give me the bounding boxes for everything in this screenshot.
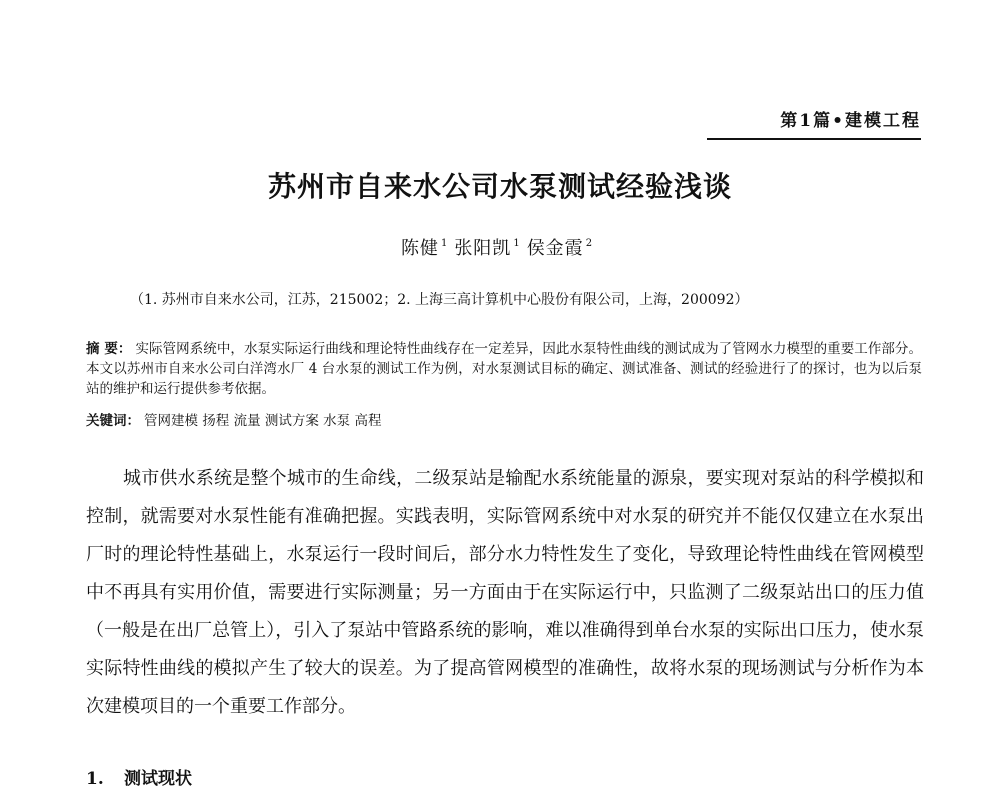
author-name: 张阳凯 [454,238,512,259]
author-affil-mark: 1 [440,238,449,249]
section-number: 1. [86,769,104,789]
abstract-text: 实际管网系统中，水泵实际运行曲线和理论特性曲线存在一定差异，因此水泵特性曲线的测试成为了管网水力模型的重要工作部分。本文以苏州市自来水公司白洋湾水厂 4 台水泵的测试工作为例，对水泵测试目标的确定、测试准备、测试的经验进行了的探讨，也为以后泵站的维护和运行提供参考依据。 [86,341,922,397]
keywords-text: 管网建模 扬程 流量 测试方案 水泵 高程 [144,413,382,429]
abstract [86,339,922,399]
header-rule [707,138,921,140]
keywords-label: 关键词： [86,413,140,429]
abstract-label: 摘 要： [86,341,132,357]
author-name: 陈健 [400,238,439,259]
author-affil-mark: 2 [585,238,594,249]
body-paragraph: 城市供水系统是整个城市的生命线，二级泵站是输配水系统能量的源泉，要实现对泵站的科学模拟和控制，就需要对水泵性能有准确把握。实践表明，实际管网系统中对水泵的研究并不能仅仅建立在水泵出厂时的理论特性基础上，水泵运行一段时间后，部分水力特性发生了变化，导致理论特性曲线在管网模型中不再具有实用价值，需要进行实际测量；另一方面由于在实际运行中，只监测了二级泵站出口的压力值（一般是在出厂总管上），引入了泵站中管路系统的影响，难以准确得到单台水泵的实际出口压力，使水泵实际特性曲线的模拟产生了较大的误差。为了提高管网模型的准确性，故将水泵的现场测试与分析作为本次建模项目的一个重要工作部分。 [86,468,924,717]
keywords [86,411,922,431]
author-affil-mark: 1 [513,238,521,249]
paper-title: 苏州市自来水公司水泵测试经验浅谈 [267,170,732,203]
section-heading [86,764,192,789]
running-head: 第1篇•建模工程 [780,111,921,131]
author-list [0,234,1000,260]
author-name: 侯金霞 [526,238,584,259]
section-title: 测试现状 [124,769,192,789]
affiliation: （1. 苏州市自来水公司，江苏，215002；2. 上海三高计算机中心股份有限公司，上海，200092） [130,292,749,308]
